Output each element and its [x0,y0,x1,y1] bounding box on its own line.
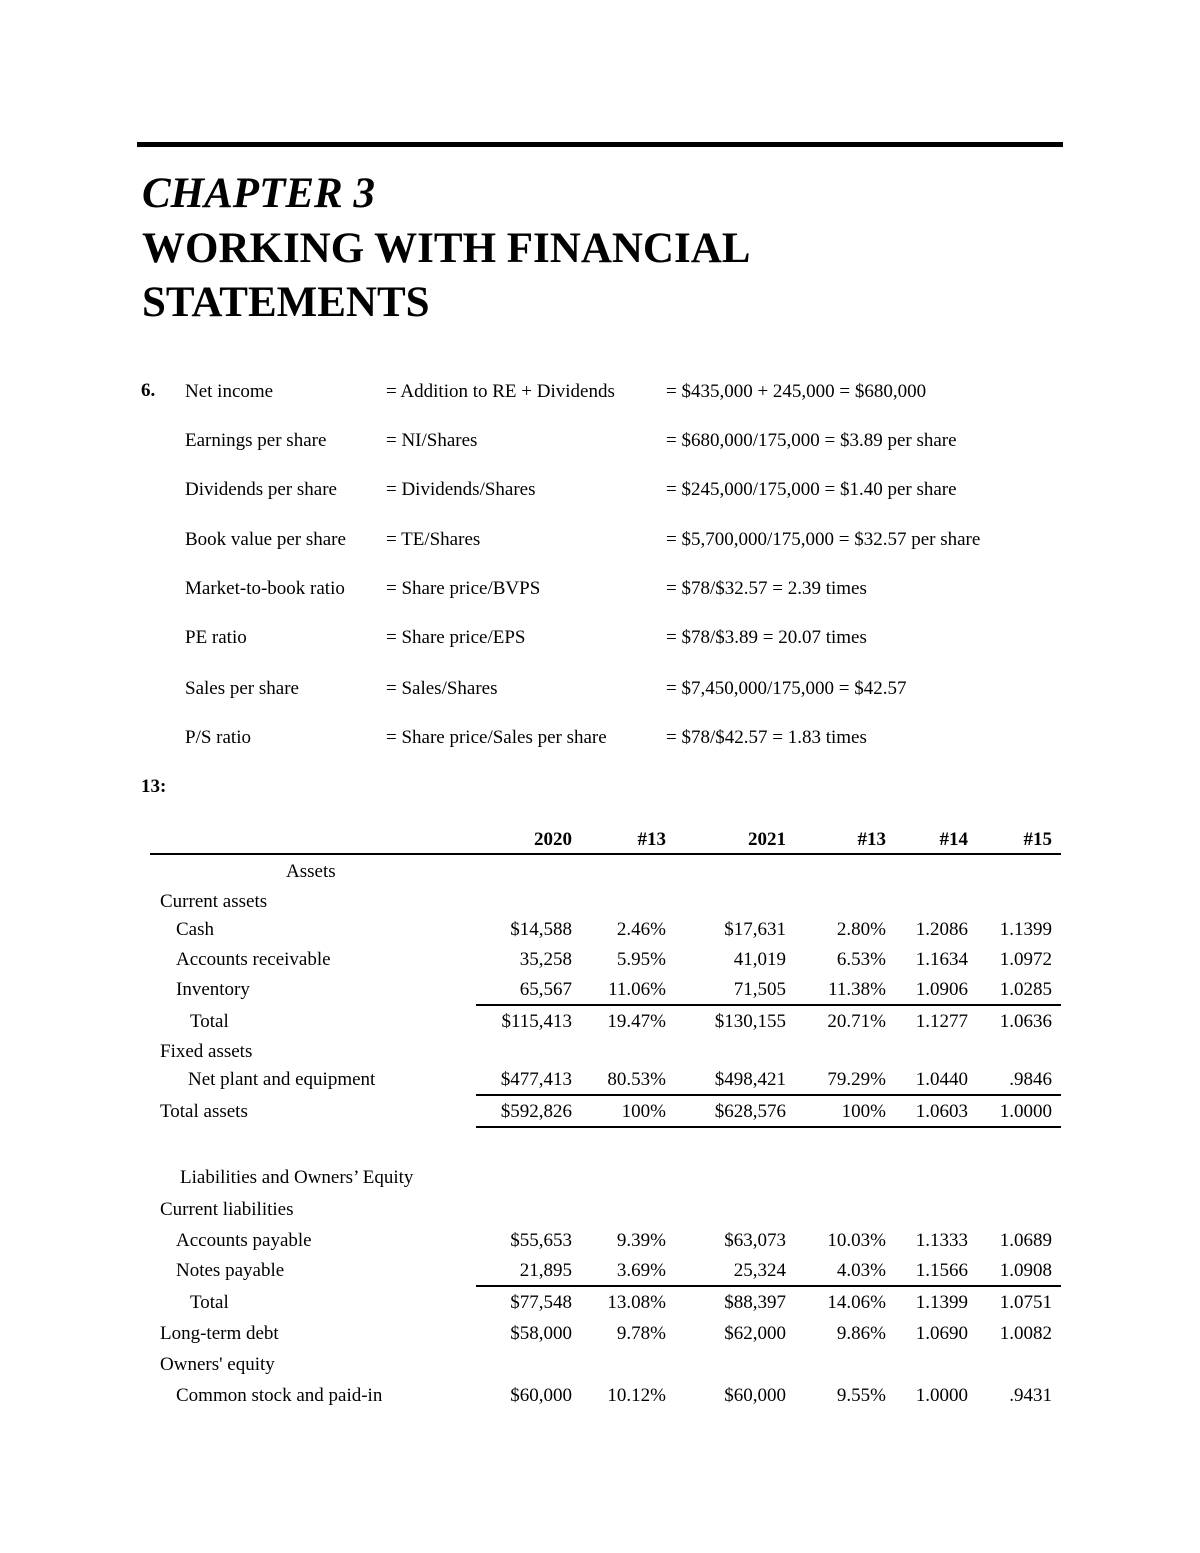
cell: $14,588 [510,919,572,940]
column-header: #14 [939,829,968,850]
cell: 9.86% [836,1323,886,1344]
table-row [150,1289,1061,1317]
table-row [150,946,1061,974]
cell: 9.39% [616,1230,666,1251]
cell: 41,019 [733,949,786,970]
cell: 6.53% [836,949,886,970]
cell: $77,548 [510,1292,572,1313]
table-row [150,1382,1061,1410]
cell: 13.08% [607,1292,666,1313]
row-label: Total [190,1292,229,1313]
cell: 2.80% [836,919,886,940]
liabilities-heading: Liabilities and Owners’ Equity [180,1167,414,1188]
cell: 14.06% [827,1292,886,1313]
cell: 9.55% [836,1385,886,1406]
ratio-label: Dividends per share [185,479,337,500]
cell: 79.29% [827,1069,886,1090]
cell: $62,000 [724,1323,786,1344]
cell: 2.46% [616,919,666,940]
ratio-formula: = Share price/BVPS [386,578,541,599]
ratio-calculation: = $245,000/175,000 = $1.40 per share [666,479,957,500]
cell: $55,653 [510,1230,572,1251]
ratio-calculation: = $78/$42.57 = 1.83 times [666,727,867,748]
problem-6-number: 6. [141,380,156,401]
total-rule [476,1094,1061,1096]
column-header: #15 [1023,829,1052,850]
cell: $63,073 [724,1230,786,1251]
cell: $17,631 [724,919,786,940]
cell: 10.12% [607,1385,666,1406]
subtotal-rule [476,1285,1061,1287]
table-row [150,1227,1061,1255]
cell: $628,576 [714,1101,786,1122]
row-label: Notes payable [176,1260,285,1281]
current-assets-heading: Current assets [160,891,268,912]
cell: 5.95% [616,949,666,970]
cell: 1.1399 [915,1292,968,1313]
section-heading-row [150,1038,1061,1066]
fixed-assets-heading: Fixed assets [160,1041,253,1062]
cell: 1.1566 [915,1260,968,1281]
cell: $477,413 [500,1069,572,1090]
table-row [150,1098,1061,1126]
ratio-formula: = Share price/EPS [386,627,526,648]
ratio-label: Sales per share [185,678,299,699]
row-label: Common stock and paid-in [176,1385,383,1406]
table-row [150,916,1061,944]
cell: 100% [621,1101,666,1122]
row-label: Net plant and equipment [188,1069,376,1090]
cell: 11.38% [828,979,886,1000]
cell: 1.0908 [999,1260,1052,1281]
cell: 1.0690 [915,1323,968,1344]
cell: 1.1634 [915,949,968,970]
ratio-label: Market-to-book ratio [185,578,345,599]
top-rule [137,142,1063,147]
financial-statement-table [150,826,1061,1406]
ratio-calculation: = $78/$3.89 = 20.07 times [666,627,867,648]
cell: $60,000 [510,1385,572,1406]
header-rule [150,853,1061,855]
cell: 35,258 [519,949,572,970]
cell: 1.0000 [999,1101,1052,1122]
problem-13-label: 13: [141,776,167,797]
table-row [150,1008,1061,1036]
cell: $115,413 [501,1011,572,1032]
ratio-formula: = Sales/Shares [386,678,498,699]
ratio-formula: = Share price/Sales per share [386,727,607,748]
cell: 10.03% [827,1230,886,1251]
row-label: Long-term debt [160,1323,279,1344]
ratio-formula: = NI/Shares [386,430,478,451]
column-header: #13 [637,829,666,850]
table-header-row [150,826,1061,854]
section-heading-row [150,1196,1061,1224]
cell: 19.47% [607,1011,666,1032]
cell: 11.06% [608,979,666,1000]
section-heading-row [150,858,1061,886]
ratio-calculation: = $680,000/175,000 = $3.89 per share [666,430,957,451]
cell: $58,000 [510,1323,572,1344]
ratio-formula: = TE/Shares [386,529,481,550]
ratio-calculation: = $435,000 + 245,000 = $680,000 [666,381,927,402]
cell: 21,895 [519,1260,572,1281]
cell: $60,000 [724,1385,786,1406]
cell: 1.0082 [999,1323,1052,1344]
cell: 1.0285 [999,979,1052,1000]
column-header: #13 [857,829,886,850]
row-label: Total [190,1011,229,1032]
chapter-title: WORKING WITH FINANCIAL STATEMENTS [142,225,749,326]
ratio-label: P/S ratio [185,727,251,748]
section-heading-row [150,1164,1061,1192]
cell: $592,826 [500,1101,572,1122]
ratio-formula: = Dividends/Shares [386,479,536,500]
row-label: Total assets [160,1101,248,1122]
subtotal-rule [476,1004,1061,1006]
cell: .9846 [1009,1069,1052,1090]
cell: 1.2086 [915,919,968,940]
table-row [150,1257,1061,1285]
ratio-calculation: = $7,450,000/175,000 = $42.57 [666,678,907,699]
cell: 1.1277 [915,1011,968,1032]
section-heading-row [150,1351,1061,1379]
cell: 1.0603 [915,1101,968,1122]
table-row [150,976,1061,1004]
assets-heading: Assets [286,861,336,882]
cell: 1.0972 [999,949,1052,970]
ratio-label: Earnings per share [185,430,327,451]
cell: 1.0689 [999,1230,1052,1251]
cell: 100% [841,1101,886,1122]
cell: 1.0906 [915,979,968,1000]
cell: .9431 [1009,1385,1052,1406]
chapter-heading: CHAPTER 3 [142,170,375,217]
cell: 1.0636 [999,1011,1052,1032]
cell: 1.0751 [999,1292,1052,1313]
ratio-label: PE ratio [185,627,247,648]
cell: 1.1333 [915,1230,968,1251]
column-header: 2020 [534,829,572,850]
owners-equity-heading: Owners' equity [160,1354,275,1375]
ratio-formula: = Addition to RE + Dividends [386,381,615,402]
row-label: Inventory [176,979,250,1000]
cell: $498,421 [714,1069,786,1090]
table-row [150,1066,1061,1094]
cell: 25,324 [733,1260,786,1281]
cell: 1.0440 [915,1069,968,1090]
section-heading-row [150,888,1061,916]
cell: 4.03% [836,1260,886,1281]
ratio-calculation: = $78/$32.57 = 2.39 times [666,578,867,599]
cell: $88,397 [724,1292,786,1313]
row-label: Accounts receivable [176,949,331,970]
current-liabilities-heading: Current liabilities [160,1199,294,1220]
ratio-label: Book value per share [185,529,346,550]
table-row [150,1320,1061,1348]
cell: $130,155 [714,1011,786,1032]
row-label: Cash [176,919,214,940]
cell: 65,567 [519,979,572,1000]
row-label: Accounts payable [176,1230,312,1251]
ratio-calculation: = $5,700,000/175,000 = $32.57 per share [666,529,981,550]
cell: 9.78% [616,1323,666,1344]
cell: 71,505 [733,979,786,1000]
cell: 3.69% [616,1260,666,1281]
cell: 80.53% [607,1069,666,1090]
ratio-label: Net income [185,381,274,402]
cell: 20.71% [827,1011,886,1032]
cell: 1.0000 [915,1385,968,1406]
total-rule [476,1126,1061,1128]
cell: 1.1399 [999,919,1052,940]
column-header: 2021 [748,829,786,850]
